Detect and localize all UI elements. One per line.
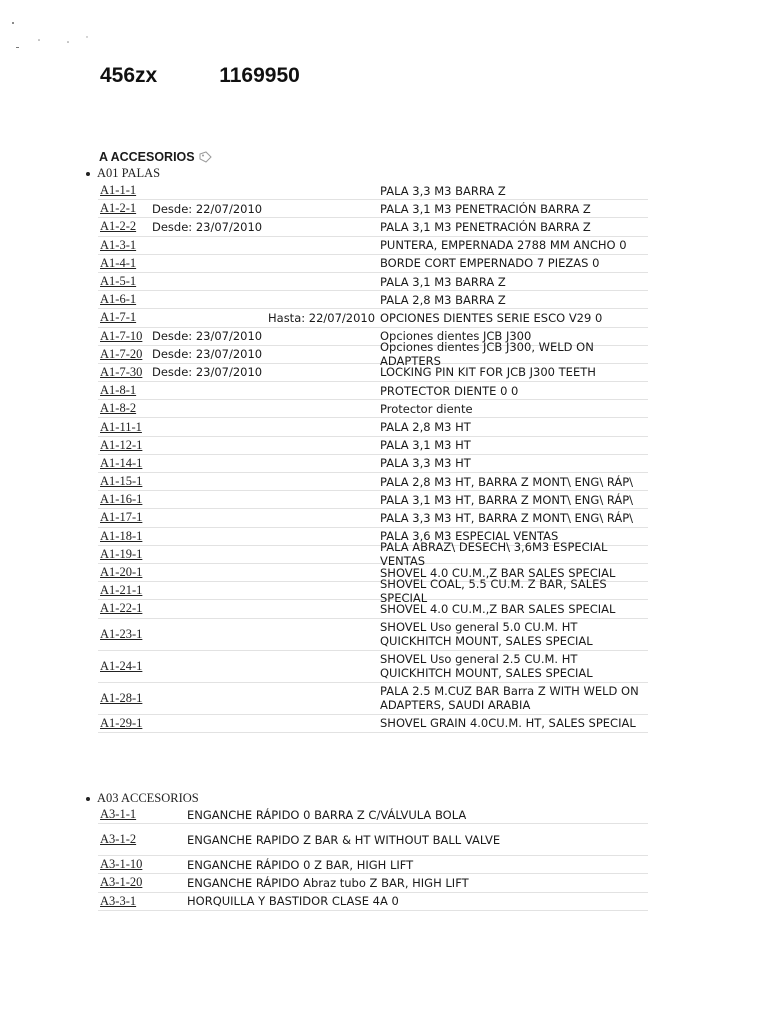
list-item: [98, 509, 648, 527]
list-item: [98, 382, 648, 400]
item-description: ENGANCHE RÁPIDO 0 BARRA Z C/VÁLVULA BOLA: [187, 807, 467, 822]
serial-number: 1169950: [219, 64, 300, 87]
list-item: [98, 600, 648, 618]
bullet-icon: [86, 797, 90, 801]
list-item: [98, 651, 648, 683]
section-title-text: A ACCESORIOS: [99, 150, 195, 164]
group-label-a03: [86, 791, 199, 806]
list-item: [98, 237, 648, 255]
item-code-link[interactable]: A1-23-1: [100, 626, 143, 641]
item-code-link[interactable]: A1-19-1: [100, 546, 143, 561]
item-description: Protector diente: [380, 401, 473, 416]
item-code-link[interactable]: A1-1-1: [100, 183, 137, 198]
list-item: [98, 291, 648, 309]
item-code-link[interactable]: A1-29-1: [100, 715, 143, 730]
item-description: ENGANCHE RAPIDO Z BAR & HT WITHOUT BALL VALVE: [187, 832, 501, 847]
hasta-date: Hasta: 22/07/2010: [268, 310, 376, 325]
item-code-link[interactable]: A1-3-1: [100, 237, 137, 252]
list-item: [98, 683, 648, 715]
desde-date: Desde: 23/07/2010: [152, 365, 263, 380]
item-code-link[interactable]: A1-24-1: [100, 658, 143, 673]
item-code-link[interactable]: A1-28-1: [100, 690, 143, 705]
desde-date: Desde: 23/07/2010: [152, 219, 263, 234]
item-description: OPCIONES DIENTES SERIE ESCO V29 0: [380, 310, 603, 325]
item-code-link[interactable]: A1-7-20: [100, 346, 143, 361]
item-code-link[interactable]: A1-17-1: [100, 510, 143, 525]
list-item: [98, 491, 648, 509]
item-code-link[interactable]: A1-2-2: [100, 219, 137, 234]
item-code-link[interactable]: A1-14-1: [100, 455, 143, 470]
item-code-link[interactable]: A1-18-1: [100, 528, 143, 543]
item-code-link[interactable]: A1-15-1: [100, 474, 143, 489]
item-code-link[interactable]: A1-22-1: [100, 601, 143, 616]
item-description: SHOVEL COAL, 5.5 CU.M. Z BAR, SALES SPECIAL: [380, 576, 607, 605]
tag-icon: [199, 151, 213, 163]
list-item: [98, 309, 648, 327]
item-code-link[interactable]: A3-3-1: [100, 893, 137, 908]
item-code-link[interactable]: A1-21-1: [100, 583, 143, 598]
a01-list: [98, 182, 648, 733]
desde-date: Desde: 22/07/2010: [152, 201, 263, 216]
list-item: [98, 715, 648, 733]
list-item: [98, 824, 648, 856]
list-item: [98, 540, 648, 569]
item-description: ENGANCHE RÁPIDO 0 Z BAR, HIGH LIFT: [187, 857, 414, 872]
list-item: [98, 255, 648, 273]
scan-specks: [0, 0, 120, 60]
list-item: [98, 400, 648, 418]
item-code-link[interactable]: A1-7-30: [100, 364, 143, 379]
item-description: SHOVEL 4.0 CU.M.,Z BAR SALES SPECIAL: [380, 565, 616, 580]
a03-list: [98, 806, 648, 911]
item-description: PALA 3,1 M3 BARRA Z: [380, 274, 506, 289]
item-code-link[interactable]: A3-1-2: [100, 832, 137, 847]
item-description: PALA 2,8 M3 BARRA Z: [380, 292, 506, 307]
item-code-link[interactable]: A1-11-1: [100, 419, 142, 434]
section-title: [99, 150, 213, 164]
list-item: [98, 576, 648, 605]
group-label-text: A01 PALAS: [97, 166, 161, 180]
list-item: [98, 418, 648, 436]
list-item: [98, 182, 648, 200]
item-code-link[interactable]: A1-6-1: [100, 292, 137, 307]
item-description: PALA 3,6 M3 ESPECIAL VENTAS: [380, 529, 559, 544]
model-title: 456zx: [100, 64, 158, 87]
item-description: PALA 3,3 M3 HT, BARRA Z MONT\ ENG\ RÁP\: [380, 510, 634, 525]
list-item: [98, 806, 648, 824]
list-item: [98, 893, 648, 911]
item-description: ENGANCHE RÁPIDO Abraz tubo Z BAR, HIGH LIFT: [187, 875, 469, 890]
item-description: PROTECTOR DIENTE 0 0: [380, 383, 519, 398]
item-description: PALA 3,1 M3 PENETRACIÓN BARRA Z: [380, 201, 591, 216]
item-description: PALA 3,3 M3 HT: [380, 456, 471, 471]
item-description: PALA 2.5 M.CUZ BAR Barra Z WITH WELD ON ADAPTERS, SAUDI ARABIA: [380, 684, 639, 712]
item-code-link[interactable]: A1-5-1: [100, 274, 137, 289]
item-description: PALA ABRAZ\ DESECH\ 3,6M3 ESPECIAL VENTAS: [380, 540, 608, 569]
group-label-a01: [86, 166, 160, 181]
item-code-link[interactable]: A1-8-2: [100, 401, 137, 416]
item-description: SHOVEL 4.0 CU.M.,Z BAR SALES SPECIAL: [380, 601, 616, 616]
item-description: PALA 2,8 M3 HT: [380, 420, 471, 435]
item-description: PUNTERA, EMPERNADA 2788 MM ANCHO 0: [380, 238, 627, 253]
list-item: [98, 473, 648, 491]
item-description: HORQUILLA Y BASTIDOR CLASE 4A 0: [187, 894, 399, 909]
item-description: SHOVEL Uso general 5.0 CU.M. HT QUICKHITCH MOUNT, SALES SPECIAL: [380, 620, 593, 648]
desde-date: Desde: 23/07/2010: [152, 347, 263, 362]
list-item: [98, 340, 648, 369]
item-description: SHOVEL GRAIN 4.0CU.M. HT, SALES SPECIAL: [380, 716, 636, 731]
item-description: PALA 3,1 M3 HT, BARRA Z MONT\ ENG\ RÁP\: [380, 492, 634, 507]
item-code-link[interactable]: A1-7-1: [100, 310, 137, 325]
list-item: [98, 856, 648, 874]
item-code-link[interactable]: A3-1-20: [100, 875, 143, 890]
bullet-icon: [86, 172, 90, 176]
list-item: [98, 273, 648, 291]
list-item: [98, 200, 648, 218]
item-code-link[interactable]: A3-1-1: [100, 807, 137, 822]
item-code-link[interactable]: A1-2-1: [100, 201, 137, 216]
item-code-link[interactable]: A1-8-1: [100, 383, 137, 398]
item-description: Opciones dientes JCB J300, WELD ON ADAPTERS: [380, 340, 594, 369]
item-description: SHOVEL Uso general 2.5 CU.M. HT QUICKHITCH MOUNT, SALES SPECIAL: [380, 652, 593, 680]
item-description: PALA 3,1 M3 HT: [380, 438, 471, 453]
list-item: [98, 619, 648, 651]
list-item: [98, 455, 648, 473]
item-description: PALA 3,1 M3 PENETRACIÓN BARRA Z: [380, 219, 591, 234]
document-header: [100, 64, 300, 88]
list-item: [98, 874, 648, 892]
list-item: [98, 364, 648, 382]
list-item: [98, 437, 648, 455]
item-description: LOCKING PIN KIT FOR JCB J300 TEETH: [380, 365, 596, 380]
desde-date: Desde: 23/07/2010: [152, 329, 263, 344]
group-label-text: A03 ACCESORIOS: [97, 791, 199, 805]
item-code-link[interactable]: A1-4-1: [100, 255, 137, 270]
item-description: Opciones dientes JCB J300: [380, 329, 532, 344]
item-description: PALA 3,3 M3 BARRA Z: [380, 183, 506, 198]
item-code-link[interactable]: A1-7-10: [100, 328, 143, 343]
item-code-link[interactable]: A1-16-1: [100, 492, 143, 507]
item-code-link[interactable]: A1-20-1: [100, 565, 143, 580]
list-item: [98, 218, 648, 236]
item-description: BORDE CORT EMPERNADO 7 PIEZAS 0: [380, 256, 600, 271]
item-code-link[interactable]: A3-1-10: [100, 857, 143, 872]
item-description: PALA 2,8 M3 HT, BARRA Z MONT\ ENG\ RÁP\: [380, 474, 634, 489]
item-code-link[interactable]: A1-12-1: [100, 437, 143, 452]
